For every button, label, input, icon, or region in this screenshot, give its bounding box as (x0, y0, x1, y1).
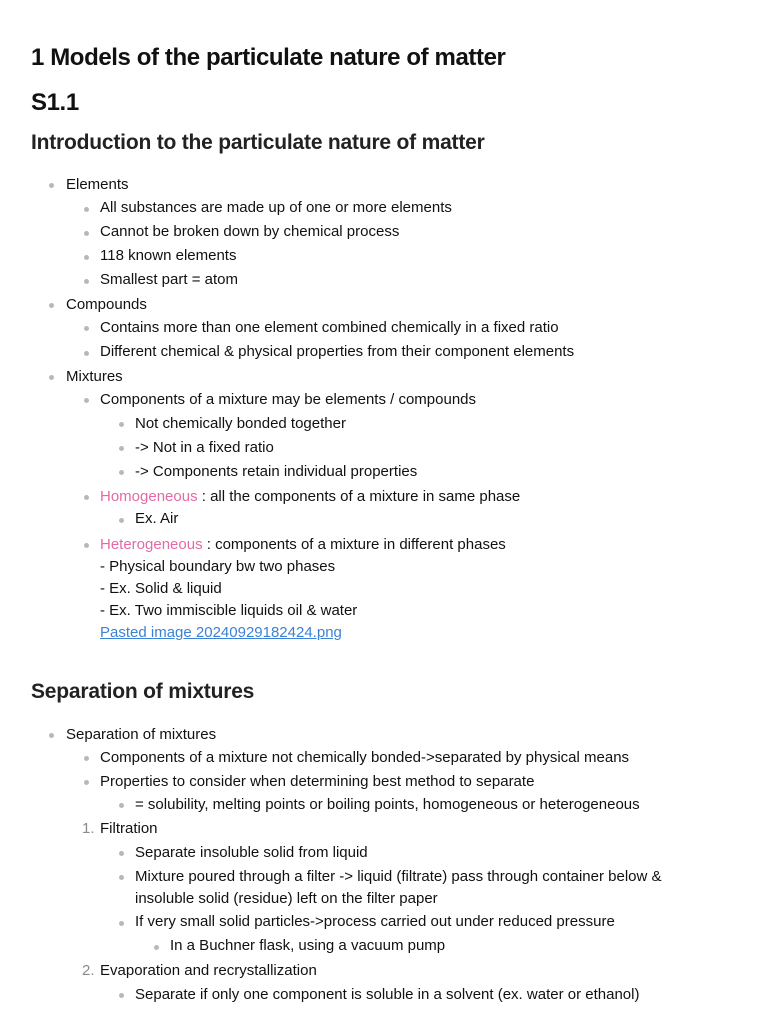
list-item: Smallest part = atom (100, 271, 238, 288)
list-item: All substances are made up of one or more elements (100, 199, 452, 216)
list-item: Not chemically bonded together (135, 415, 346, 432)
intro-heading: Introduction to the particulate nature of matter (31, 131, 485, 154)
detail-line: - Ex. Two immiscible liquids oil & water (100, 602, 358, 619)
bullet-dot (49, 375, 54, 380)
list-item: If very small solid particles->process carried out under reduced pressure (135, 913, 615, 930)
page-title: 1 Models of the particulate nature of matter (31, 44, 506, 71)
list-item: Contains more than one element combined chemically in a fixed ratio (100, 319, 559, 336)
bullet-dot (84, 279, 89, 284)
list-item-heterogeneous (100, 534, 506, 556)
list-item-separation: Separation of mixtures (66, 726, 217, 743)
bullet-dot (84, 543, 89, 548)
bullet-dot (154, 945, 159, 950)
bullet-dot (84, 780, 89, 785)
bullet-dot (119, 875, 124, 880)
list-item-homogeneous (100, 486, 520, 508)
bullet-dot (84, 756, 89, 761)
list-item: Different chemical & physical properties from their component elements (100, 343, 575, 360)
bullet-dot (84, 398, 89, 403)
bullet-dot (119, 851, 124, 856)
list-item-continuation: insoluble solid (residue) left on the filter paper (135, 890, 438, 907)
bullet-dot (84, 351, 89, 356)
bullet-dot (49, 303, 54, 308)
list-item: Mixture poured through a filter -> liquid (filtrate) pass through container below & (135, 868, 662, 885)
image-attachment-link[interactable]: Pasted image 20240929182424.png (100, 624, 342, 641)
list-item: -> Not in a fixed ratio (135, 439, 274, 456)
list-item-elements: Elements (66, 176, 129, 193)
list-item-mixtures: Mixtures (66, 368, 123, 385)
list-item: Properties to consider when determining best method to separate (100, 773, 535, 790)
bullet-dot (119, 422, 124, 427)
bullet-dot (119, 518, 124, 523)
list-item: Components of a mixture may be elements / compounds (100, 391, 477, 408)
homogeneous-desc: : all the components of a mixture in same phase (197, 488, 521, 505)
heterogeneous-term: Heterogeneous (100, 536, 203, 553)
list-item: 118 known elements (100, 247, 237, 264)
detail-line: - Physical boundary bw two phases (100, 558, 336, 575)
bullet-dot (84, 326, 89, 331)
list-item: Ex. Air (135, 510, 179, 527)
list-item: Separate insoluble solid from liquid (135, 844, 368, 861)
bullet-dot (49, 183, 54, 188)
heterogeneous-desc: : components of a mixture in different phases (202, 536, 506, 553)
bullet-dot (84, 495, 89, 500)
bullet-dot (119, 470, 124, 475)
bullet-dot (119, 993, 124, 998)
section-code: S1.1 (31, 89, 79, 116)
homogeneous-term: Homogeneous (100, 488, 198, 505)
bullet-dot (84, 255, 89, 260)
bullet-dot (84, 207, 89, 212)
list-item: -> Components retain individual properties (135, 463, 418, 480)
step-number: 1. (82, 820, 95, 837)
list-item: In a Buchner flask, using a vacuum pump (170, 937, 446, 954)
detail-line: - Ex. Solid & liquid (100, 580, 222, 597)
bullet-dot (84, 231, 89, 236)
bullet-dot (49, 733, 54, 738)
separation-heading: Separation of mixtures (31, 680, 255, 703)
step-evaporation: Evaporation and recrystallization (100, 962, 317, 979)
list-item: Separate if only one component is soluble in a solvent (ex. water or ethanol) (135, 986, 640, 1003)
list-item: Cannot be broken down by chemical process (100, 223, 400, 240)
bullet-dot (119, 921, 124, 926)
step-number: 2. (82, 962, 95, 979)
list-item-compounds: Compounds (66, 296, 147, 313)
bullet-dot (119, 803, 124, 808)
list-item: Components of a mixture not chemically bonded->separated by physical means (100, 749, 630, 766)
step-filtration: Filtration (100, 820, 158, 837)
bullet-dot (119, 446, 124, 451)
list-item: = solubility, melting points or boiling points, homogeneous or heterogeneous (135, 796, 640, 813)
